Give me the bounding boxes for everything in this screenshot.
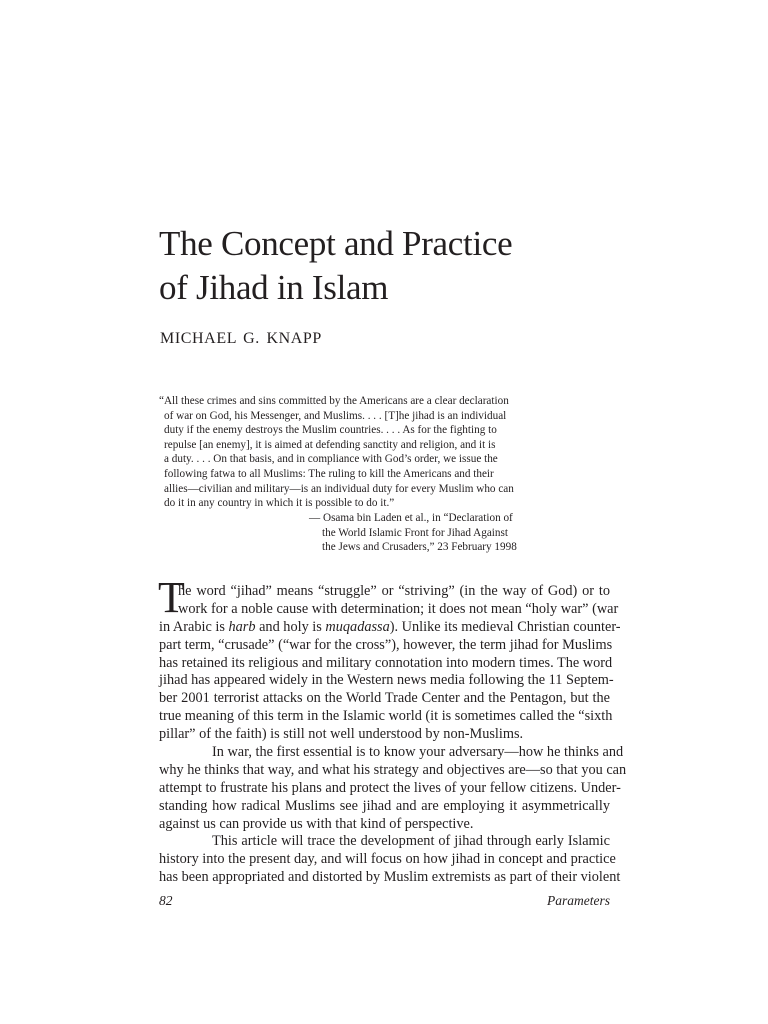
body-text [159,583,627,887]
attribution-line: the World Islamic Front for Jihad Against [322,526,508,539]
page-number: 82 [159,893,173,908]
body-line: work for a noble cause with determination; it does not mean “holy war” (war [178,600,619,617]
body-line: jihad has appeared widely in the Western news media following the 11 Septem- [159,672,614,689]
epigraph-line: duty if the enemy destroys the Muslim countries. . . . As for the fighting to [164,424,497,437]
author-name: MICHAEL G. KNAPP [160,330,322,347]
body-line: In war, the first essential is to know your adversary—how he thinks and [212,744,624,761]
body-line: standing how radical Muslims see jihad and are employing it asymmetrically [159,797,610,814]
epigraph-line: of war on God, his Messenger, and Muslims. . . . [T]he jihad is an individual [164,409,507,422]
body-line [159,618,621,637]
drop-cap: T [158,573,185,622]
epigraph-quote [159,394,549,511]
journal-name: Parameters [547,893,610,908]
attribution-line: — Osama bin Laden et al., in “Declaration of [309,512,513,524]
body-line: This article will trace the development of jihad through early Islamic [212,833,610,850]
body-line: pillar” of the faith) is still not well understood by non-Muslims. [159,726,524,743]
italic-term: muqadassa [325,618,390,635]
epigraph-line: a duty. . . . On that basis, and in compliance with God’s order, we issue the [164,453,498,466]
body-line: has retained its religious and military connotation into modern times. The word [159,654,613,671]
body-line: attempt to frustrate his plans and protect the lives of your fellow citizens. Under- [159,779,621,796]
epigraph-line: do it in any country in which it is possible to do it.” [164,497,395,510]
epigraph-line: allies—civilian and military—is an individual duty for every Muslim who can [164,482,514,495]
body-line: against us can provide us with that kind of perspective. [159,815,474,832]
italic-term: harb [228,618,256,635]
epigraph-line: “All these crimes and sins committed by the Americans are a clear declaration [159,395,509,407]
epigraph-line: following fatwa to all Muslims: The ruling to kill the Americans and their [164,467,494,480]
article-title [159,222,619,310]
body-line: he word “jihad” means “struggle” or “striving” (in the way of God) or to [178,583,610,599]
text-run: in Arabic is [159,618,229,635]
body-line: ber 2001 terrorist attacks on the World Trade Center and the Pentagon, but the [159,690,610,707]
body-line: has been appropriated and distorted by Muslim extremists as part of their violent [159,869,621,886]
epigraph-line: repulse [an enemy], it is aimed at defending sanctity and religion, and it is [164,438,496,451]
title-line: The Concept and Practice [159,224,513,263]
body-line: history into the present day, and will focus on how jihad in concept and practice [159,851,616,868]
body-line: why he thinks that way, and what his strategy and objectives are—so that you can [159,761,627,778]
text-run: and holy is [255,618,326,635]
body-line: part term, “crusade” (“war for the cross”), however, the term jihad for Muslims [159,636,613,653]
body-line: true meaning of this term in the Islamic world (it is sometimes called the “sixth [159,708,613,725]
title-line: of Jihad in Islam [159,268,389,307]
text-run: ). Unlike its medieval Christian counter- [389,618,621,635]
attribution-line: the Jews and Crusaders,” 23 February 1998 [322,541,517,554]
epigraph-attribution [309,511,517,555]
